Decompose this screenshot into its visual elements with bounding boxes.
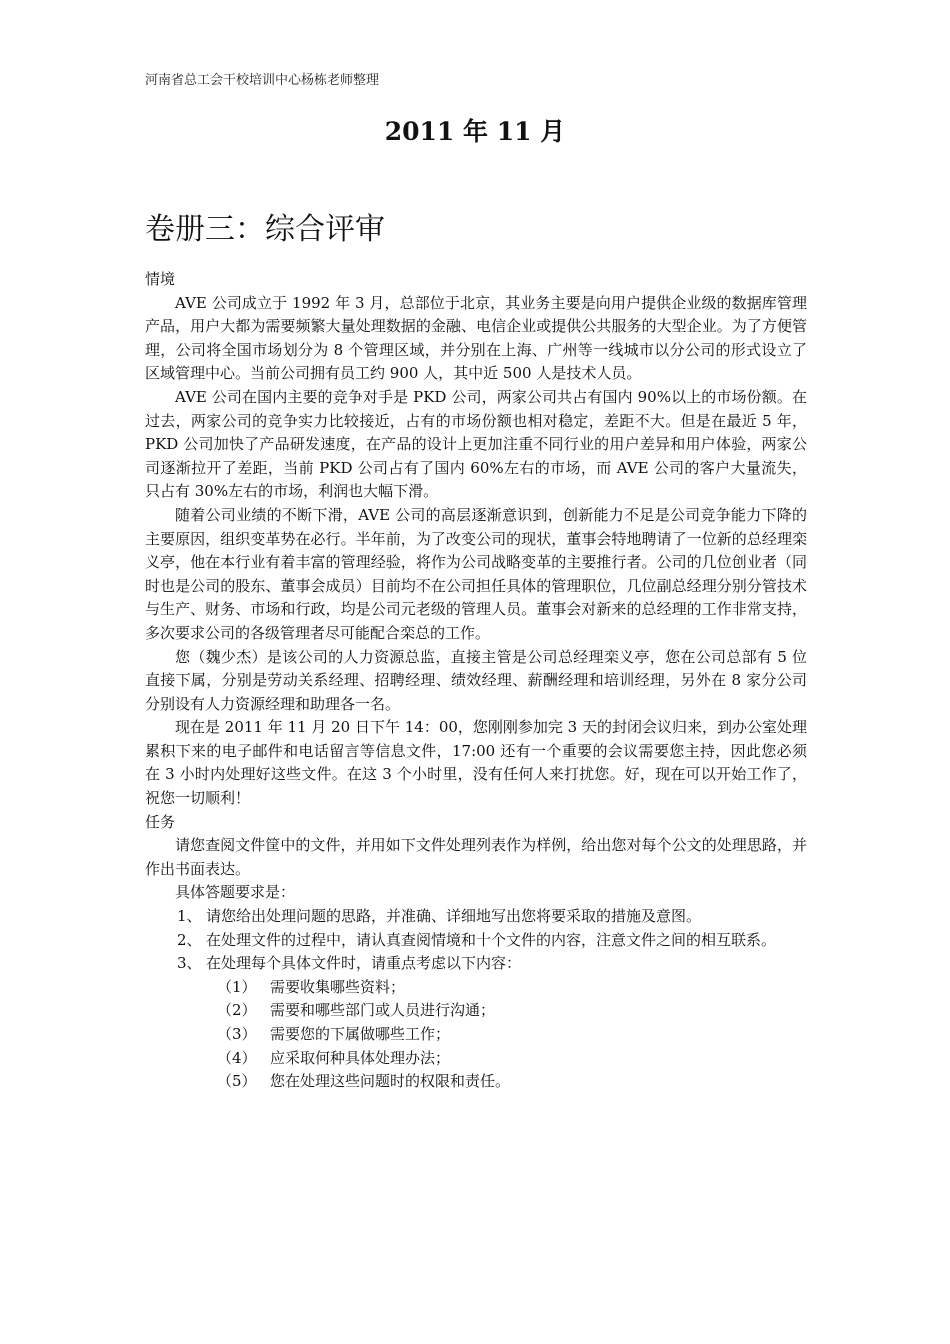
requirement-text: 在处理文件的过程中，请认真查阅情境和十个文件的内容，注意文件之间的相互联系。 <box>206 930 777 949</box>
requirements-label: 具体答题要求是： <box>175 883 296 902</box>
scenario-heading: 情境 <box>145 270 176 288</box>
consideration-number: （1） <box>217 977 257 996</box>
requirement-number: 1、 <box>177 907 202 926</box>
consideration-item <box>145 1047 807 1071</box>
requirement-item <box>145 929 807 953</box>
requirement-item <box>145 952 807 976</box>
consideration-item <box>145 999 807 1023</box>
consideration-text: 需要和哪些部门或人员进行沟通； <box>270 1001 496 1020</box>
consideration-item <box>145 1023 807 1047</box>
requirement-text: 在处理每个具体文件时，请重点考虑以下内容： <box>206 954 522 973</box>
scenario-paragraph-3: 随着公司业绩的不断下滑，AVE 公司的高层逐渐意识到，创新能力不足是公司竞争能力下降的主要原因，组织变革势在必行。半年前，为了改变公司的现状，董事会特地聘请了一位新的总经理栾义亭，他在本行业有着丰富的管理经验，将作为公司战略变革的主要推行者。公司的几位创业者（同时也是公司的股东、董事会成员）目前均不在公司担任具体的管理职位，几位副总经理分别分管技术与生产、财务、市场和行政，均是公司元老级的管理人员。董事会对新来的总经理的工作非常支持，多次要求公司的各级管理者尽可能配合栾总的工作。 <box>145 505 807 642</box>
header-note: 河南省总工会干校培训中心杨栋老师整理 <box>145 73 380 88</box>
requirement-item <box>145 905 807 929</box>
consideration-number: （5） <box>217 1072 257 1091</box>
considerations-list <box>145 976 807 1094</box>
requirement-text: 请您给出处理问题的思路，并准确、详细地写出您将要采取的措施及意图。 <box>206 907 702 926</box>
scenario-paragraph-5: 现在是 2011 年 11 月 20 日下午 14：00，您刚刚参加完 3 天的封闭会议归来，到办公室处理累积下来的电子邮件和电话留言等信息文件，17:00 还有一个重要的会议需要您主持，因此您必须在 3 小时内处理好这些文件。在这 3 个小时里，没有任何人来打扰您。好，现在可以开始工作了，祝您一切顺利！ <box>145 718 807 808</box>
consideration-item <box>145 976 807 1000</box>
volume-title: 卷册三：综合评审 <box>145 212 385 247</box>
task-intro: 请您查阅文件筐中的文件，并用如下文件处理列表作为样例，给出您对每个公文的处理思路，并作出书面表达。 <box>145 836 807 878</box>
consideration-number: （2） <box>217 1001 257 1020</box>
scenario-paragraph-2: AVE 公司在国内主要的竞争对手是 PKD 公司，两家公司共占有国内 90%以上的市场份额。在过去，两家公司的竞争实力比较接近，占有的市场份额也相对稳定，差距不大。但是在最近 5 年，PKD 公司加快了产品研发速度，在产品的设计上更加注重不同行业的用户差异和用户体验，两家公司逐渐拉开了差距，当前 PKD 公司占有了国内 60%左右的市场，而 AVE 公司的客户大量流失，只占有 30%左右的市场，利润也大幅下滑。 <box>145 387 807 501</box>
requirement-number: 3、 <box>177 954 202 973</box>
task-heading: 任务 <box>145 812 176 831</box>
consideration-item <box>145 1070 807 1094</box>
consideration-number: （4） <box>217 1048 257 1067</box>
consideration-text: 需要收集哪些资料； <box>270 977 406 996</box>
consideration-number: （3） <box>217 1025 257 1043</box>
document-body <box>145 268 807 1094</box>
requirements-list <box>145 905 807 976</box>
consideration-text: 应采取何种具体处理办法； <box>270 1048 451 1067</box>
consideration-text: 需要您的下属做哪些工作； <box>270 1025 451 1043</box>
requirement-number: 2、 <box>177 930 202 949</box>
scenario-paragraph-4: 您（魏少杰）是该公司的人力资源总监，直接主管是公司总经理栾义亭，您在公司总部有 5 位直接下属，分别是劳动关系经理、招聘经理、绩效经理、薪酬经理和培训经理，另外在 8 家分公司分别设有人力资源经理和助理各一名。 <box>145 647 807 713</box>
consideration-text: 您在处理这些问题时的权限和责任。 <box>270 1072 511 1091</box>
date-title: 2011 年 11 月 <box>384 117 566 146</box>
scenario-paragraph-1: AVE 公司成立于 1992 年 3 月，总部位于北京，其业务主要是向用户提供企业级的数据库管理产品，用户大都为需要频繁大量处理数据的金融、电信企业或提供公共服务的大型企业。为了方便管理，公司将全国市场划分为 8 个管理区域，并分别在上海、广州等一线城市以分公司的形式设立了区域管理中心。当前公司拥有员工约 900 人，其中近 500 人是技术人员。 <box>145 293 807 383</box>
